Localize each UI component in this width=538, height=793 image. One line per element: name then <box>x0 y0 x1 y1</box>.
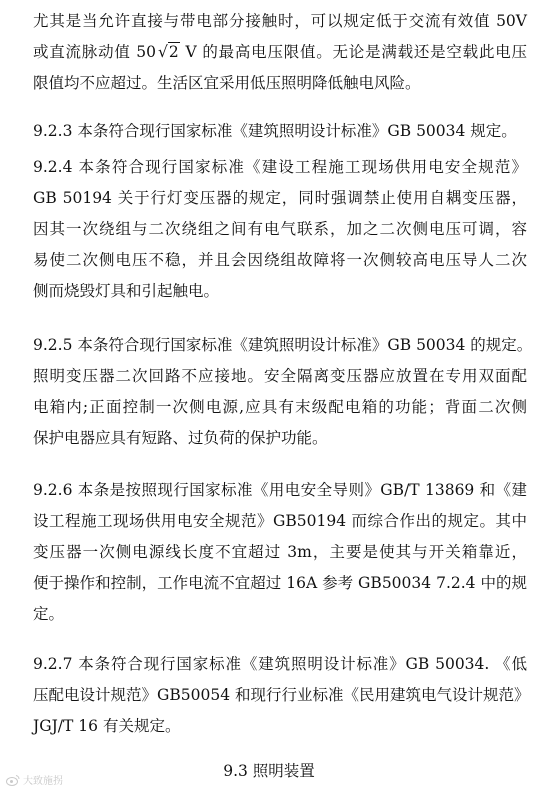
section-line: 侧而烧毁灯具和引起触电。 <box>33 282 220 300</box>
section-9-2-5 <box>0 330 538 454</box>
radical-sign: √ <box>158 43 168 61</box>
weibo-icon <box>6 774 20 786</box>
watermark-text: 大致施拐 <box>23 776 63 787</box>
section-line: 照明变压器二次回路不应接地。安全隔离变压器应放置在专用双面配 <box>33 367 527 385</box>
radicand: 2 <box>168 43 179 61</box>
section-line: 易使二次侧电压不稳，并且会因绕组故障将一次侧较高电压导人二次 <box>33 251 527 269</box>
text-line: 尤其是当允许直接与带电部分接触时，可以规定低于交流有效值 50V <box>33 12 527 30</box>
section-line: 9.2.6 本条是按照现行国家标准《用电安全导则》GB/T 13869 和《建 <box>33 481 527 499</box>
section-line: JGJ/T 16 有关规定。 <box>33 717 181 735</box>
section-line: 压配电设计规范》GB50054 和现行行业标准《民用建筑电气设计规范》 <box>33 686 530 704</box>
text-line: 限值均不应超过。生活区宜采用低压照明降低触电风险。 <box>33 74 421 92</box>
text-segment: 或直流脉动值 50 <box>33 43 157 61</box>
sqrt-formula <box>156 37 180 68</box>
section-line: 9.2.4 本条符合现行国家标准《建设工程施工现场供用电安全规范》 <box>33 158 527 176</box>
section-line: 电箱内;正面控制一次侧电源,应具有末级配电箱的功能；背面二次侧 <box>33 398 527 416</box>
section-line: 因其一次绕组与二次绕组之间有电气联系，加之二次侧电压可调，容 <box>33 220 527 238</box>
section-line: GB 50194 关于行灯变压器的规定，同时强调禁止使用自耦变压器， <box>33 189 527 207</box>
section-line: 定。 <box>33 605 65 623</box>
section-line: 设工程施工现场供用电安全规范》GB50194 而综合作出的规定。其中 <box>33 512 527 530</box>
text-line-with-formula <box>0 37 527 68</box>
paragraph-continuation <box>0 6 538 99</box>
section-9-2-4 <box>0 152 538 307</box>
section-line: 保护电器应具有短路、过负荷的保护功能。 <box>33 429 328 447</box>
section-line: 9.2.3 本条符合现行国家标准《建筑照明设计标准》GB 50034 规定。 <box>33 122 517 140</box>
section-9-2-3 <box>0 116 538 147</box>
section-9-2-6 <box>0 475 538 630</box>
section-heading-9-3: 9.3 照明装置 <box>223 762 315 780</box>
section-line: 便于操作和控制，工作电流不宜超过 16A 参考 GB50034 7.2.4 中的规 <box>33 574 527 592</box>
text-segment: V 的最高电压限值。无论是满载还是空载此电压 <box>179 43 527 61</box>
section-line: 9.2.5 本条符合现行国家标准《建筑照明设计标准》GB 50034 的规定。 <box>33 336 533 354</box>
section-9-2-7 <box>0 649 538 742</box>
section-line: 9.2.7 本条符合现行国家标准《建筑照明设计标准》GB 50034. 《低 <box>33 655 527 673</box>
section-line: 变压器一次侧电源线长度不宜超过 3m，主要是使其与开关箱靠近， <box>33 543 527 561</box>
watermark <box>6 772 63 787</box>
